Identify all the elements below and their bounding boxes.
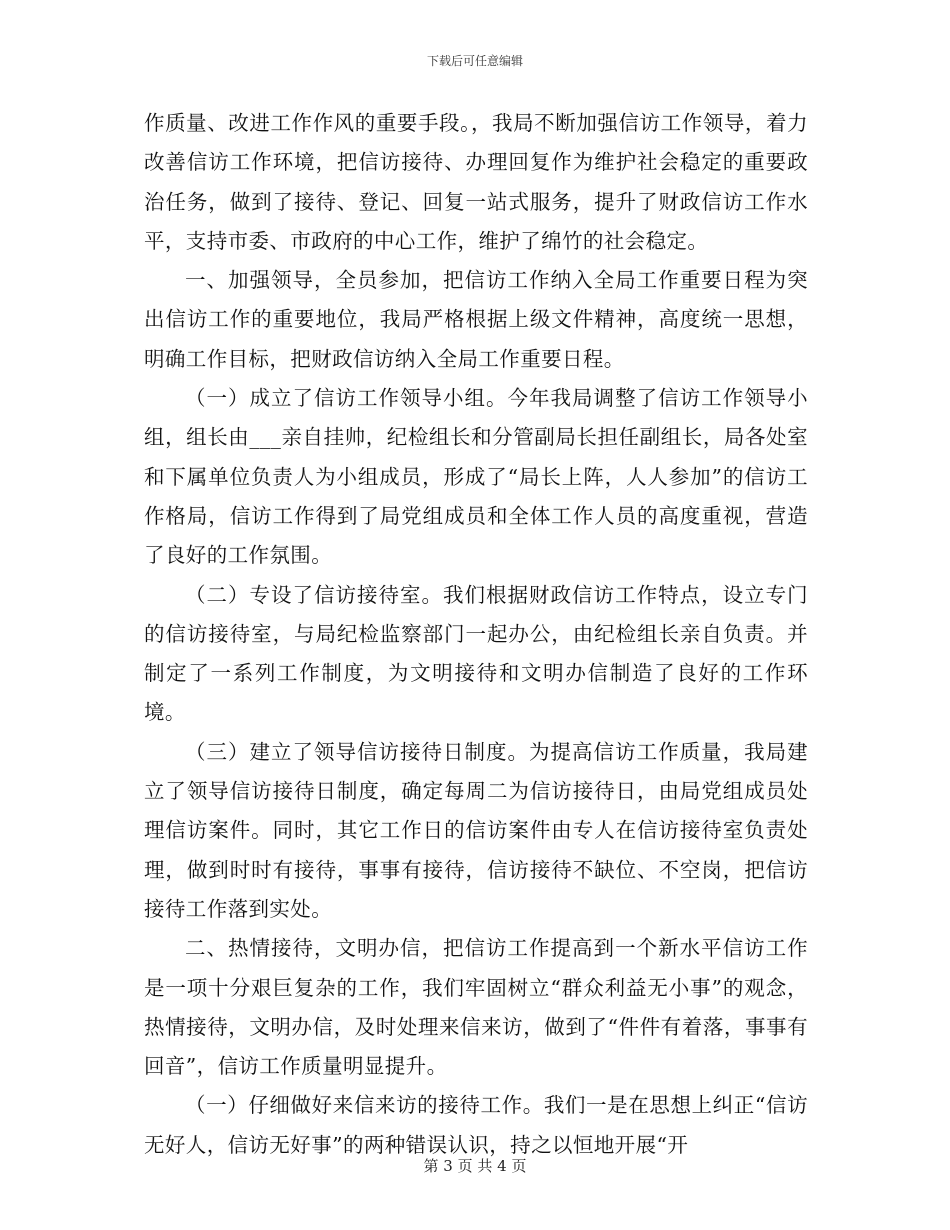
body-paragraph-6: 二、热情接待，文明办信，把信访工作提高到一个新水平信访工作是一项十分艰巨复杂的工作，我们牢固树立“群众利益无小事”的观念，热情接待，文明办信，及时处理来信来访，做到了“件件有着落，事事有回音”，信访工作质量明显提升。 [144,936,808,1079]
body-paragraph-4: （二）专设了信访接待室。我们根据财政信访工作特点，设立专门的信访接待室，与局纪检监察部门一起办公，由纪检组长亲自负责。并制定了一系列工作制度，为文明接待和文明办信制造了良好的工作环境。 [144,582,808,725]
page-number-footer: 第 3 页 共 4 页 [423,1157,527,1175]
body-paragraph-5: （三）建立了领导信访接待日制度。为提高信访工作质量，我局建立了领导信访接待日制度，确定每周二为信访接待日，由局党组成员处理信访案件。同时，其它工作日的信访案件由专人在信访接待室负责处理，做到时时有接待，事事有接待，信访接待不缺位、不空岗，把信访接待工作落到实处。 [144,739,808,921]
body-paragraph-7: （一）仔细做好来信来访的接待工作。我们一是在思想上纠正“信访无好人，信访无好事”的两种错误认识，持之以恒地开展“开 [144,1093,808,1157]
body-paragraph-3: （一）成立了信访工作领导小组。今年我局调整了信访工作领导小组，组长由___亲自挂帅，纪检组长和分管副局长担任副组长，局各处室和下属单位负责人为小组成员，形成了“局长上阵，人人参加”的信访工作格局，信访工作得到了局党组成员和全体工作人员的高度重视，营造了良好的工作氛围。 [144,386,808,568]
body-paragraph-2: 一、加强领导，全员参加，把信访工作纳入全局工作重要日程为突出信访工作的重要地位，我局严格根据上级文件精神，高度统一思想，明确工作目标，把财政信访纳入全局工作重要日程。 [144,268,808,371]
page-header: 下载后可任意编辑 [426,54,523,68]
document-body [144,104,808,1165]
body-paragraph-1: 作质量、改进工作作风的重要手段。，我局不断加强信访工作领导，着力改善信访工作环境，把信访接待、办理回复作为维护社会稳定的重要政治任务，做到了接待、登记、回复一站式服务，提升了财政信访工作水平，支持市委、市政府的中心工作，维护了绵竹的社会稳定。 [144,111,808,253]
